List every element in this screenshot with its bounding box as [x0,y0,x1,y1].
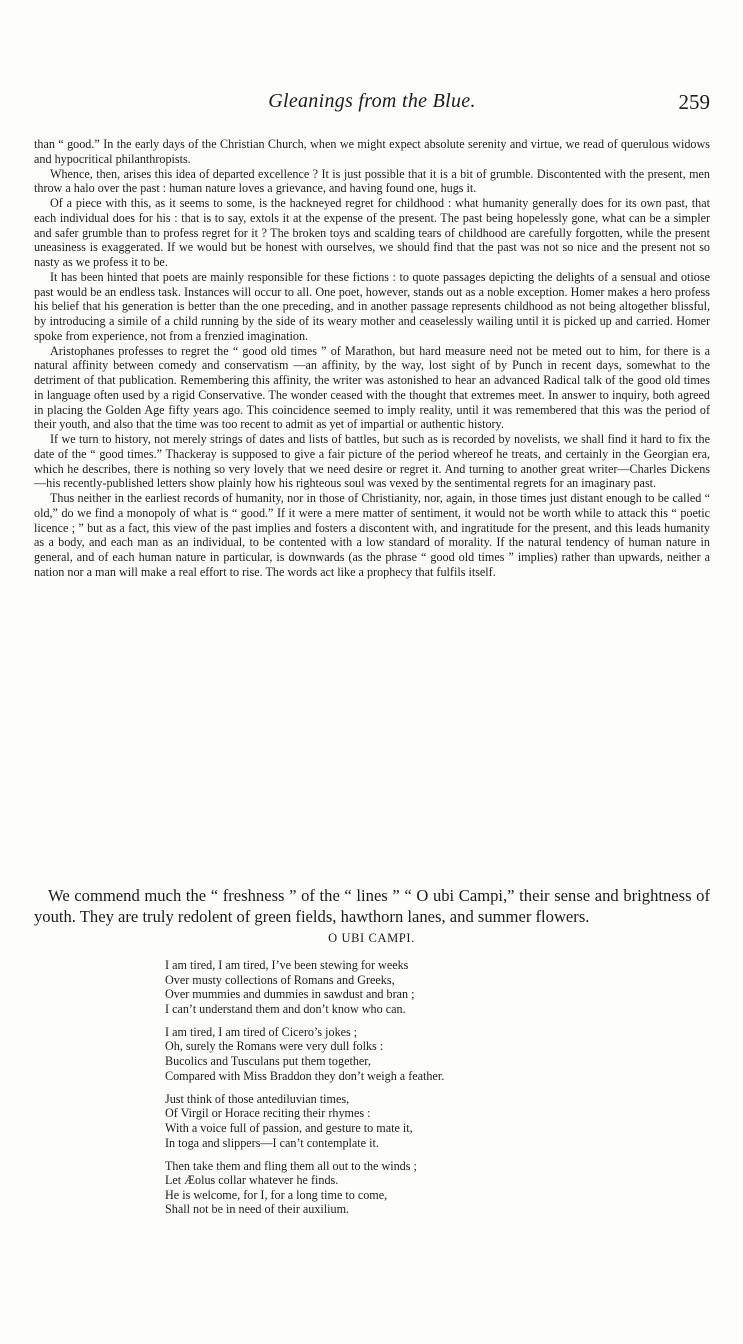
essay-paragraph: Of a piece with this, as it seems to some, is the hackneyed regret for childhood : what humanity generally does for its own past, that each individual does for his : that is to say, extols it at the expense of the present. The past being hopelessly gone, what can be a simpler and safer grumble than to profess regret for it ? The broken toys and scalding tears of childhood are carefully forgotten, while the present uneasiness is exaggerated. If we would but be honest with ourselves, we should find that the past was not so nice and the present not so nasty as we profess it to be. [34,196,710,269]
page-number: 259 [678,90,710,114]
page-header [34,90,710,118]
poem-line: Bucolics and Tusculans put them together, [165,1054,371,1069]
poem-introduction [34,886,710,927]
poem [165,958,685,1226]
poem-line: Over musty collections of Romans and Greeks, [165,972,395,987]
poem-line: Over mummies and dummies in sawdust and bran ; [165,987,415,1002]
poem-stanza [165,1025,685,1083]
poem-line: I am tired, I am tired, I’ve been stewing for weeks [165,958,409,972]
poem-line: I am tired, I am tired of Cicero’s jokes ; [165,1024,358,1039]
essay-paragraph: Aristophanes professes to regret the “ good old times ” of Marathon, but hard measure need not be meted out to him, for there is a natural affinity between comedy and conservatism —an affinity, by the way, lost sight of by Punch in recent days, somewhat to the detriment of that publication. Remembering this affinity, the writer was astonished to hear an advanced Radical talk of the good old times in language often used by a rigid Conservative. The wonder ceased with the thought that extremes meet. In answer to inquiry, both agreed in placing the Golden Age fifty years ago. This coincidence seemed to imply reality, until it was remembered that this was the period of their youth, and also that the time was too recent to admit as yet of impartial or authentic history. [34,343,710,432]
poem-line: I can’t understand them and don’t know who can. [165,1001,406,1016]
poem-line: Of Virgil or Horace reciting their rhymes : [165,1106,371,1121]
essay-paragraph: Thus neither in the earliest records of humanity, nor in those of Christianity, nor, again, in those times just distant enough to be called “ old,” do we find a monopoly of what is “ good.” If it were a mere matter of sentiment, it would not be worth while to attack this “ poetic licence ; ” but as a fact, this view of the past implies and fosters a discontent with, and ingratitude for the present, and this leads humanity as a body, and each man as an individual, to be contented with a low standard of morality. If the natural tendency of human nature in general, and of each human nature in particular, is downwards (as the phrase “ good old times ” implies) rather than upwards, neither a nation nor a man will make a real effort to rise. The words act like a prophecy that fulfils itself. [34,491,710,579]
poem-line: In toga and slippers—I can’t contemplate it. [165,1135,379,1150]
poem-line: Then take them and fling them all out to the winds ; [165,1158,417,1173]
poem-line: He is welcome, for I, for a long time to come, [165,1187,388,1202]
poem-line: Let Æolus collar whatever he finds. [165,1173,339,1188]
essay-paragraph: If we turn to history, not merely strings of dates and lists of battles, but such as is recorded by novelists, we shall find it hard to fix the date of the “ good times.” Thackeray is supposed to give a fair picture of the period whereof he treats, and certainly in the Georgian era, which he describes, there is nothing so very lovely that we need desire or regret it. And turning to another great writer—Charles Dickens—his recently-published letters show plainly how his righteous soul was vexed by the sentimental regrets for an imaginary past. [34,432,710,491]
intro-paragraph: We commend much the “ freshness ” of the “ lines ” “ O ubi Campi,” their sense and brightness of youth. They are truly redolent of green fields, hawthorn lanes, and summer flowers. [34,886,710,926]
essay-paragraph: It has been hinted that poets are mainly responsible for these fictions : to quote passages depicting the delights of a sensual and otiose past would be an endless task. Instances will occur to all. One poet, however, stands out as a noble exception. Homer makes a hero profess his belief that his generation is better than the one preceding, and in another passage represents childhood as not being altogether blissful, by introducing a simile of a child running by the side of its weary mother and ceaselessly wailing until it is picked up and carried. Homer spoke from experience, not from a frenzied imagination. [34,269,710,343]
running-title: Gleanings from the Blue. [268,90,476,112]
essay-paragraph: than “ good.” In the early days of the Christian Church, when we might expect absolute serenity and virtue, we read of querulous widows and hypocritical philanthropists. [34,137,710,166]
poem-line: Just think of those antediluvian times, [165,1091,350,1106]
poem-line: Shall not be in need of their auxilium. [165,1202,350,1217]
poem-stanza [165,1159,685,1217]
poem-line: Oh, surely the Romans were very dull folks : [165,1039,384,1054]
poem-title: O UBI CAMPI. [328,931,415,945]
essay-paragraph: Whence, then, arises this idea of departed excellence ? It is just possible that it is a bit of grumble. Discontented with the present, men throw a halo over the past : human nature loves a grievance, and having found one, hugs it. [34,166,710,196]
poem-line: With a voice full of passion, and gesture to mate it, [165,1120,413,1135]
poem-stanza [165,958,685,1016]
poem-stanza [165,1092,685,1150]
essay-body [34,137,710,580]
poem-line: Compared with Miss Braddon they don’t weigh a feather. [165,1068,445,1083]
